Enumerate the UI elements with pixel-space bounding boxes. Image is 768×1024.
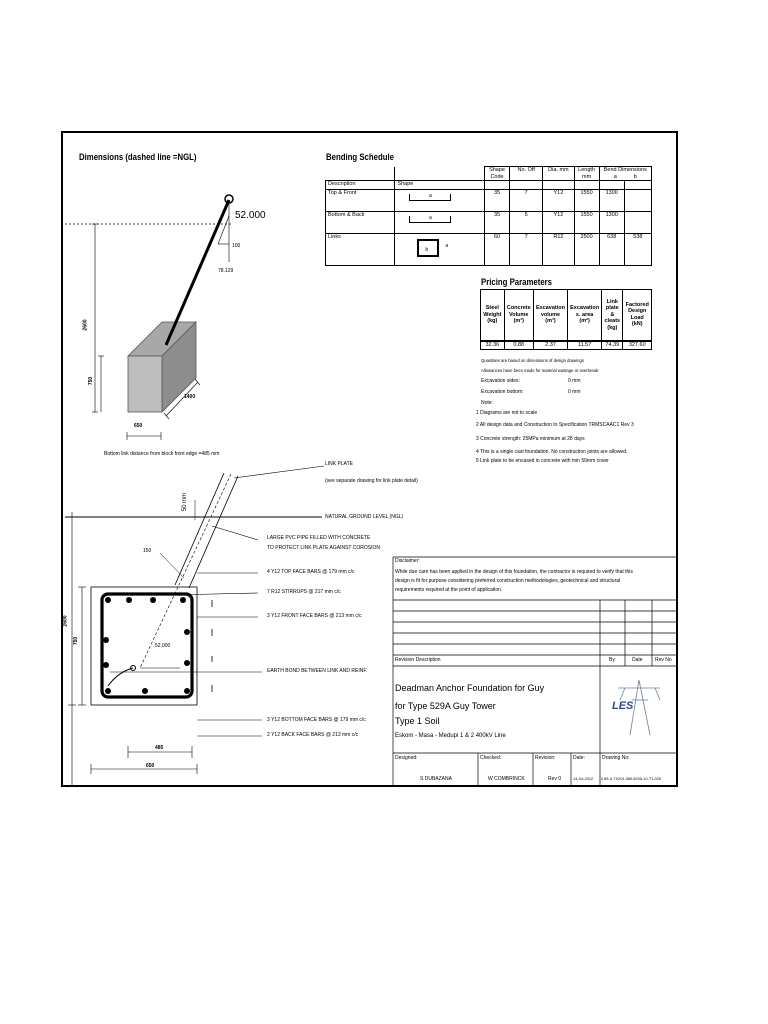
drawing-no-label: Drawing No:: [602, 755, 630, 761]
section-angle-label: 52.000: [155, 643, 171, 649]
row-b: [624, 190, 651, 212]
shape-b-label: b: [425, 247, 429, 253]
shape-35-icon: a: [409, 216, 451, 223]
header-bend-dims-label: Bend Dimensions: [603, 167, 647, 173]
angle-label: 52.000: [235, 210, 266, 221]
header-shape: Shape: [395, 181, 485, 190]
dim-485-label: 485: [155, 745, 164, 751]
note-3: 3 Concrete strength: 25MPa minimum at 28 days: [476, 436, 585, 442]
drawing-title-3: Type 1 Soil: [395, 716, 440, 726]
pricing-table: [480, 289, 652, 350]
note-quantities: Quantities are based on dimensions of design drawings: [481, 358, 584, 363]
date-label: Date:: [573, 755, 585, 761]
revision-label: Revision:: [535, 755, 556, 761]
dimensions-title: Dimensions (dashed line =NGL): [79, 152, 197, 163]
excavation-sides-value: 0 mm: [568, 378, 581, 384]
shape-35-icon: a: [409, 194, 451, 201]
pricing-header: Steel Weight (kg): [481, 290, 505, 341]
row-description: Bottom & Back: [326, 212, 395, 234]
pricing-value: 2.37: [533, 341, 567, 350]
pricing-value: 327.60: [623, 341, 652, 350]
date-header-label: Date: [632, 657, 643, 663]
disclaimer-line-3: requirements required at the point of application.: [395, 587, 503, 593]
designed-label: Designed:: [395, 755, 418, 761]
dim-2600-label: 2600: [62, 615, 69, 627]
row-shape: [395, 212, 485, 234]
note-4: 4 This is a single cast foundation. No construction joints are allowed.: [476, 449, 628, 455]
row-dia: R12: [543, 234, 574, 266]
table-row: [326, 234, 652, 266]
pvc-label-1: LARGE PVC PIPE FILLED WITH CONCRETE: [267, 535, 371, 541]
row-no-off: 5: [510, 212, 543, 234]
row-a: 1300: [599, 190, 624, 212]
header-dia: Dia. mm: [543, 167, 574, 181]
block-depth-label: 1400: [184, 394, 196, 400]
shape-a-label: a: [445, 243, 449, 249]
company-logo: LES: [612, 700, 634, 712]
note-label: Note:: [481, 400, 493, 406]
table-row: [326, 190, 652, 212]
bottom-bars-label: 3 Y12 BOTTOM FACE BARS @ 179 mm c/c: [267, 717, 366, 723]
stirrup: [102, 594, 192, 697]
note-5: 5 Link plate to be encased in concrete with min 50mm cover: [476, 458, 609, 464]
excavation-bottom-value: 0 mm: [568, 389, 581, 395]
excavation-bottom-label: Excavation bottom:: [481, 389, 524, 395]
header-b: b: [633, 173, 637, 180]
row-code: 60: [484, 234, 509, 266]
concrete-outline: [91, 587, 197, 705]
pvc-label-2: TO PROTECT LINK PLATE AGAINST COROSION: [267, 545, 380, 551]
pricing-header: Excavation s. area (m²): [568, 290, 602, 341]
checked-label: Checked:: [480, 755, 502, 761]
dim-650-label: 650: [146, 763, 155, 769]
row-a: 638: [599, 234, 624, 266]
cover-dim-label: 50 mm: [182, 492, 189, 512]
height-total-label: 2600: [82, 319, 89, 331]
slope-run: 100: [232, 243, 241, 249]
block-height-label: 750: [88, 376, 95, 386]
drawing-title-2: for Type 529A Guy Tower: [395, 701, 496, 711]
project-label: Eskom - Masa - Medupi 1 & 2 400kV Line: [395, 733, 506, 739]
row-shape: [395, 234, 485, 266]
block-width-label: 650: [134, 423, 143, 429]
row-no-off: 7: [510, 234, 543, 266]
revision-description-label: Revision Description: [395, 657, 441, 663]
row-length: 1550: [574, 190, 599, 212]
pricing-title: Pricing Parameters: [481, 277, 553, 288]
dimension-sketch: [65, 195, 233, 440]
slope-rise: 78.129: [218, 268, 234, 274]
row-code: 35: [484, 190, 509, 212]
designed-value: S DUBAZANA: [420, 776, 452, 782]
back-bars-label: 2 Y12 BACK FACE BARS @ 213 mm c/c: [267, 732, 359, 738]
excavation-sides-label: Excavation sides:: [481, 378, 520, 384]
disclaimer-line-1: While due care has been applied in the design of this foundation, the contractor is required to verify that this: [395, 569, 633, 575]
bending-schedule-table: [325, 166, 652, 266]
ngl-label: NATURAL GROUND LEVEL (NGL): [325, 514, 404, 520]
pricing-value: 32.36: [481, 341, 505, 350]
rebar-dots: [103, 597, 190, 694]
row-length: 1550: [574, 212, 599, 234]
dim-150-label: 150: [143, 548, 152, 554]
drawing-title-1: Deadman Anchor Foundation for Guy: [395, 683, 545, 693]
row-shape: [395, 190, 485, 212]
earth-bond: [108, 668, 133, 686]
row-length: 2500: [574, 234, 599, 266]
pricing-value: 74.39: [602, 341, 623, 350]
disclaimer-title: Disclaimer:: [395, 558, 420, 564]
header-no-off: No. Off: [510, 167, 543, 181]
disclaimer-line-2: design is fit for purpose considering preferred construction methodologies, geotechnical and structural: [395, 578, 621, 584]
date-value: 13-Jul-2012: [573, 777, 594, 781]
link-plate-note: (see separate drawing for link plate detail): [325, 478, 418, 484]
section-drawing: [62, 466, 324, 787]
earth-bond-label: EARTH BOND BETWEEN LINK AND REINF.: [267, 668, 368, 674]
header-description: Description: [326, 181, 395, 190]
table-row: [326, 212, 652, 234]
note-allowances: Allowances have been made for material wastage or overbreak:: [481, 368, 600, 373]
block-front-face: [128, 356, 162, 412]
row-b: [624, 212, 651, 234]
pricing-header: Excavation volume (m³): [533, 290, 567, 341]
note-2: 2 All design data and Construction to Specification TRMSCAAC1 Rev 3: [476, 422, 634, 428]
checked-value: W COMBRINCK: [488, 776, 525, 782]
front-bars-label: 3 Y12 FRONT FACE BARS @ 213 mm c/c: [267, 613, 362, 619]
row-code: 35: [484, 212, 509, 234]
rev-no-label: Rev No: [655, 657, 672, 663]
header-a: a: [613, 173, 617, 180]
pricing-value: 0.88: [504, 341, 533, 350]
pricing-header: Concrete Volume (m³): [504, 290, 533, 341]
row-description: Top & Front: [326, 190, 395, 212]
link-note: Bottom link distance from block front edge =485 mm: [104, 451, 220, 457]
link-plate-label: LINK PLATE: [325, 461, 353, 467]
row-no-off: 7: [510, 190, 543, 212]
row-dia: Y12: [543, 190, 574, 212]
header-length: Length mm: [574, 167, 599, 181]
row-a: 1300: [599, 212, 624, 234]
by-label: By: [609, 657, 615, 663]
dim-750-label: 750: [73, 636, 80, 646]
row-description: Links: [326, 234, 395, 266]
stirrups-label: 7 R12 STIRRUPS @ 217 mm c/c: [267, 589, 341, 595]
pricing-value: 11.57: [568, 341, 602, 350]
shape-60-icon: [417, 239, 449, 257]
pricing-header: Link plate & cleats (kg): [602, 290, 623, 341]
header-bend-dims: [599, 167, 651, 181]
bending-schedule-title: Bending Schedule: [326, 152, 394, 163]
header-shape-code: Shape Code: [484, 167, 509, 181]
row-dia: Y12: [543, 212, 574, 234]
pricing-header: Factored Design Load (kN): [623, 290, 652, 341]
top-bars-label: 4 Y12 TOP FACE BARS @ 179 mm c/c: [267, 569, 355, 575]
note-1: 1 Diagrams are not to scale: [476, 410, 538, 416]
drawing-no-value: 0.89-U.TX201.085-529A-10-T1-025: [601, 777, 661, 781]
revision-value: Rev 0: [548, 776, 562, 782]
row-b: 538: [624, 234, 651, 266]
